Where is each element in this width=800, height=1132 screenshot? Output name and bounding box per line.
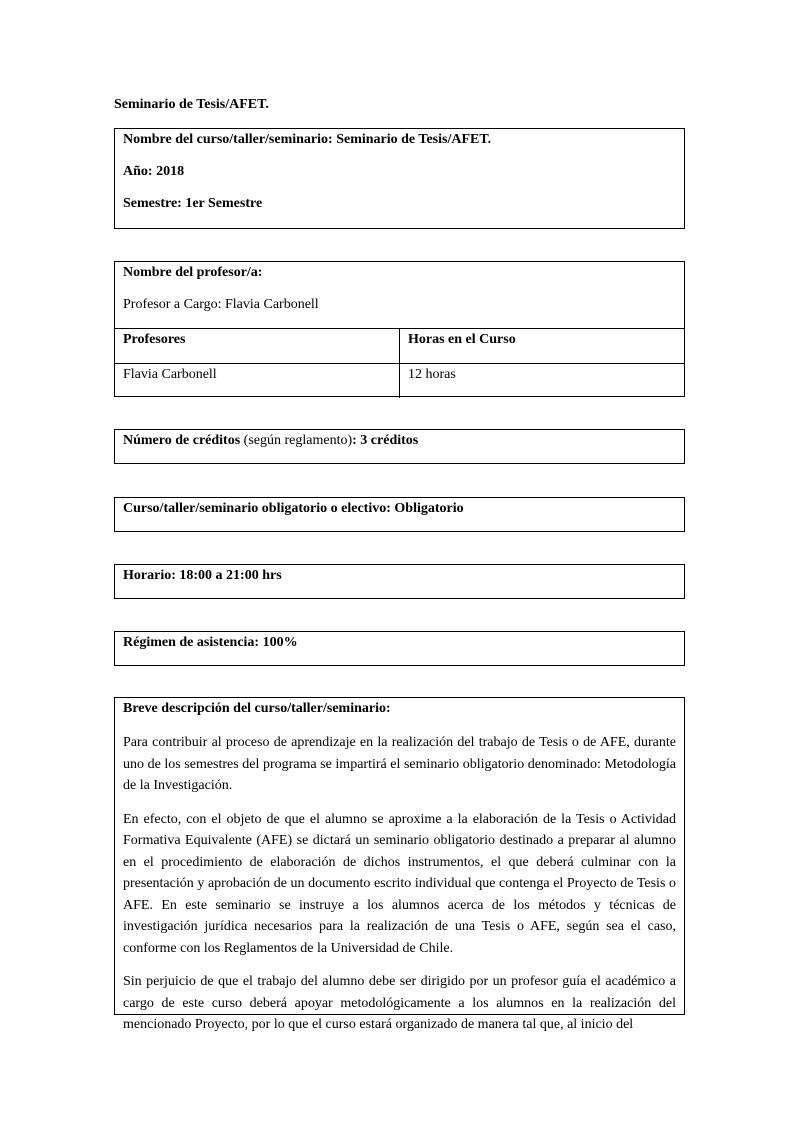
professor-hours-cell: 12 horas xyxy=(408,367,456,382)
course-semester-value: 1er Semestre xyxy=(185,196,263,211)
credits-label: Número de créditos xyxy=(123,433,241,448)
course-info-box xyxy=(114,128,685,229)
document-title: Seminario de Tesis/AFET. xyxy=(114,97,269,112)
description-box xyxy=(114,697,685,1032)
column-header-hours: Horas en el Curso xyxy=(408,332,516,347)
attendance-box xyxy=(114,631,685,666)
course-year-label: Año: xyxy=(123,164,153,179)
credits-note: (según reglamento) xyxy=(243,433,353,448)
course-year-line xyxy=(123,164,184,180)
course-name-line xyxy=(123,132,491,148)
mandatory-text: Curso/taller/seminario obligatorio o electivo: Obligatorio xyxy=(123,501,464,516)
column-header-professors: Profesores xyxy=(115,329,400,363)
schedule-text: Horario: 18:00 a 21:00 hrs xyxy=(123,568,282,583)
course-name-label: Nombre del curso/taller/seminario: xyxy=(123,132,333,147)
description-paragraph-1: Para contribuir al proceso de aprendizaje en la realización del trabajo de Tesis o de AFE, durante uno de los semestres del programa se impartirá el seminario obligatorio denominado: Metodología de la Investigación. xyxy=(123,735,676,793)
schedule-box xyxy=(114,564,685,599)
mandatory-box xyxy=(114,497,685,532)
course-semester-line xyxy=(123,196,262,212)
professor-table-header xyxy=(115,329,684,364)
course-semester-label: Semestre: xyxy=(123,196,182,211)
attendance-text: Régimen de asistencia: 100% xyxy=(123,635,298,650)
description-heading: Breve descripción del curso/taller/seminario: xyxy=(123,701,391,716)
professor-in-charge: Profesor a Cargo: Flavia Carbonell xyxy=(123,297,319,312)
description-paragraph-3: Sin perjuicio de que el trabajo del alumno debe ser dirigido por un profesor guía el académico a cargo de este curso deberá apoyar metodológicamente a los alumnos en la realización del mencionado Proyecto, por lo que el curso estará organizado de manera tal que, al inicio del xyxy=(123,974,676,1032)
professor-heading: Nombre del profesor/a: xyxy=(123,265,263,280)
course-year-value: 2018 xyxy=(156,164,185,179)
credits-value: : 3 créditos xyxy=(352,433,419,448)
description-paragraph-2: En efecto, con el objeto de que el alumno se aproxime a la elaboración de la Tesis o Actividad Formativa Equivalente (AFE) se dictará un seminario obligatorio destinado a preparar al alumno en el procedimiento de elaboración de dichos instrumentos, el que deberá culminar con la presentación y aprobación de un documento escrito individual que contenga el Proyecto de Tesis o AFE. En este seminario se instruye a los alumnos acerca de los métodos y técnicas de investigación jurídica necesarios para la realización de una Tesis o AFE, según sea el caso, conforme con los Reglamentos de la Universidad de Chile. xyxy=(123,811,676,956)
credits-box xyxy=(114,429,685,464)
course-name-value: Seminario de Tesis/AFET. xyxy=(336,132,492,147)
table-row xyxy=(115,364,684,398)
professor-header-row xyxy=(115,262,684,329)
professor-box xyxy=(114,261,685,397)
professor-name-cell: Flavia Carbonell xyxy=(115,364,400,398)
